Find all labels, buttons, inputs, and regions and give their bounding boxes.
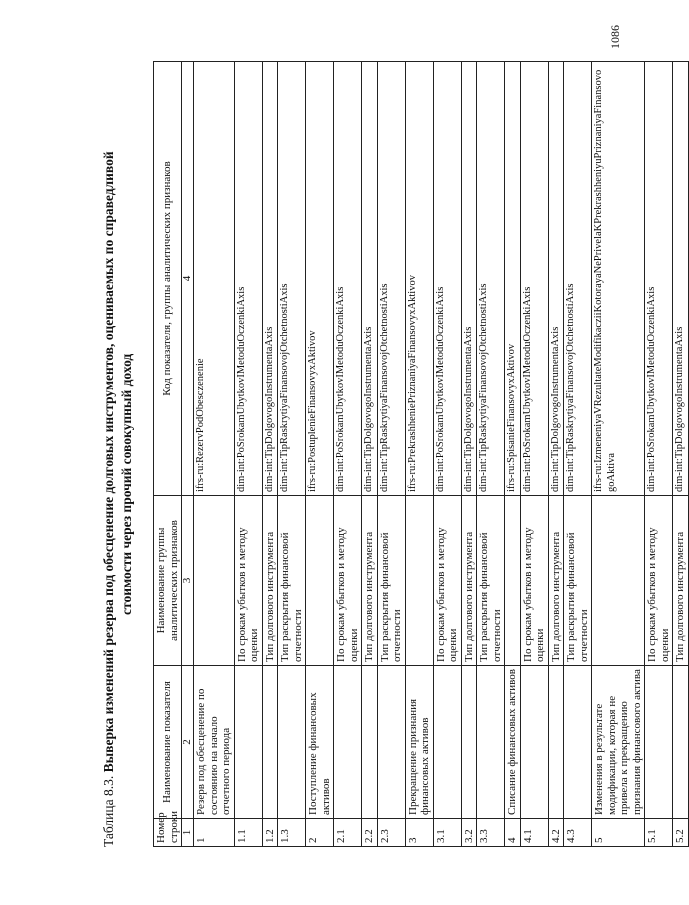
- row-indicator-name: [548, 666, 564, 819]
- table-row: [520, 62, 548, 847]
- row-group-name: Тип раскрытия финансовой отчетности: [477, 496, 505, 666]
- row-number: 4.3: [564, 819, 592, 847]
- table-title-lead: Таблица 8.3.: [101, 775, 116, 847]
- row-group-name: [405, 496, 433, 666]
- row-code: dim-int:TipRaskrytiyaFinansovojOtchetnostiAxis: [477, 62, 505, 496]
- row-indicator-name: [520, 666, 548, 819]
- row-number: 3.1: [433, 819, 461, 847]
- row-code: ifrs-ru:PostupleniеFinansovyxAktivov: [306, 62, 334, 496]
- row-group-name: Тип долгового инструмента: [362, 496, 378, 666]
- row-number: 2.1: [334, 819, 362, 847]
- row-group-name: Тип долгового инструмента: [262, 496, 278, 666]
- row-number: 5.2: [673, 819, 689, 847]
- row-indicator-name: [461, 666, 477, 819]
- page-number: 1086: [608, 25, 622, 49]
- row-indicator-name: Списание финансовых активов: [505, 666, 521, 819]
- table-row: [278, 62, 306, 847]
- row-group-name: Тип раскрытия финансовой отчетности: [564, 496, 592, 666]
- header-code: Код показателя, группы аналитических признаков: [154, 62, 182, 496]
- row-number: 1.3: [278, 819, 306, 847]
- row-indicator-name: [433, 666, 461, 819]
- row-number: 2: [306, 819, 334, 847]
- table-row: [262, 62, 278, 847]
- row-number: 3.2: [461, 819, 477, 847]
- row-indicator-name: [673, 666, 689, 819]
- row-code: ifrs-ru:PrekrashheniePriznaniyaFinansovyxAktivov: [405, 62, 433, 496]
- row-number: 4.2: [548, 819, 564, 847]
- row-indicator-name: [262, 666, 278, 819]
- header-number: 4: [182, 62, 194, 496]
- row-group-name: Тип долгового инструмента: [673, 496, 689, 666]
- row-group-name: Тип долгового инструмента: [548, 496, 564, 666]
- header-number: 1: [182, 819, 194, 847]
- row-code: dim-int:PoSrokamUbytkovIMetoduOczenkiAxis: [234, 62, 262, 496]
- row-code: dim-int:TipRaskrytiyaFinansovojOtchetnostiAxis: [564, 62, 592, 496]
- row-code: dim-int:PoSrokamUbytkovIMetoduOczenkiAxis: [433, 62, 461, 496]
- reconciliation-table: [153, 61, 689, 847]
- header-number: 3: [182, 496, 194, 666]
- header-row: [154, 62, 182, 847]
- table-row: [194, 62, 235, 847]
- table-title-main: Выверка изменений резерва под обесценение долговых инструментов, оцениваемых по справедливой: [101, 151, 116, 773]
- table-row: [377, 62, 405, 847]
- header-line-number: Номер строки: [154, 819, 182, 847]
- row-code: ifrs-ru:SpisanieFinansovyxAktivov: [505, 62, 521, 496]
- table-row: [505, 62, 521, 847]
- row-code: ifrs-ru:IzmeneniyaVRezultateModifikacziiKotorayaNePrivelaKPrekrashheniyuPriznaniyaFinansovogoAktiva: [592, 62, 645, 496]
- row-code: dim-int:TipDolgovogoInstrumentaAxis: [548, 62, 564, 496]
- table-title: [100, 47, 136, 847]
- table-row: [673, 62, 689, 847]
- table-row: [362, 62, 378, 847]
- row-group-name: По срокам убытков и методу оценки: [645, 496, 673, 666]
- table-row: [477, 62, 505, 847]
- row-indicator-name: [334, 666, 362, 819]
- table-row: [592, 62, 645, 847]
- row-indicator-name: [234, 666, 262, 819]
- row-indicator-name: [645, 666, 673, 819]
- header-indicator-name: Наименование показателя: [154, 666, 182, 819]
- header-group-name: Наименование группы аналитических признаков: [154, 496, 182, 666]
- table-row: [405, 62, 433, 847]
- row-group-name: По срокам убытков и методу оценки: [433, 496, 461, 666]
- row-group-name: [306, 496, 334, 666]
- row-number: 3.3: [477, 819, 505, 847]
- row-code: dim-int:TipDolgovogoInstrumentaAxis: [673, 62, 689, 496]
- table-row: [306, 62, 334, 847]
- row-group-name: По срокам убытков и методу оценки: [234, 496, 262, 666]
- row-code: dim-int:PoSrokamUbytkovIMetoduOczenkiAxis: [520, 62, 548, 496]
- row-indicator-name: [564, 666, 592, 819]
- row-indicator-name: Прекращение признания финансовых активов: [405, 666, 433, 819]
- header-number-row: [182, 62, 194, 847]
- row-number: 4: [505, 819, 521, 847]
- row-indicator-name: [362, 666, 378, 819]
- row-indicator-name: [477, 666, 505, 819]
- table-row: [334, 62, 362, 847]
- table-row: [645, 62, 673, 847]
- table-row: [234, 62, 262, 847]
- row-group-name: Тип раскрытия финансовой отчетности: [377, 496, 405, 666]
- table-body: [194, 62, 689, 847]
- row-code: ifrs-ru:RezervPodObesczenenie: [194, 62, 235, 496]
- row-indicator-name: [377, 666, 405, 819]
- row-number: 1.1: [234, 819, 262, 847]
- row-code: dim-int:TipDolgovogoInstrumentaAxis: [262, 62, 278, 496]
- row-indicator-name: Резерв под обесценение по состоянию на начало отчетного периода: [194, 666, 235, 819]
- row-code: dim-int:PoSrokamUbytkovIMetoduOczenkiAxis: [645, 62, 673, 496]
- header-number: 2: [182, 666, 194, 819]
- row-code: dim-int:TipDolgovogoInstrumentaAxis: [461, 62, 477, 496]
- row-number: 5: [592, 819, 645, 847]
- row-code: dim-int:PoSrokamUbytkovIMetoduOczenkiAxis: [334, 62, 362, 496]
- table-row: [564, 62, 592, 847]
- row-group-name: По срокам убытков и методу оценки: [334, 496, 362, 666]
- row-group-name: [505, 496, 521, 666]
- row-indicator-name: [278, 666, 306, 819]
- row-number: 3: [405, 819, 433, 847]
- table-row: [548, 62, 564, 847]
- row-group-name: [194, 496, 235, 666]
- table-row: [433, 62, 461, 847]
- row-indicator-name: Поступление финансовых активов: [306, 666, 334, 819]
- row-indicator-name: Изменения в результате модификации, которая не привела к прекращению признания финансового актива: [592, 666, 645, 819]
- row-number: 4.1: [520, 819, 548, 847]
- row-number: 2.3: [377, 819, 405, 847]
- row-group-name: Тип раскрытия финансовой отчетности: [278, 496, 306, 666]
- row-code: dim-int:TipRaskrytiyaFinansovojOtchetnostiAxis: [278, 62, 306, 496]
- row-group-name: По срокам убытков и методу оценки: [520, 496, 548, 666]
- row-number: 5.1: [645, 819, 673, 847]
- row-number: 2.2: [362, 819, 378, 847]
- row-code: dim-int:TipRaskrytiyaFinansovojOtchetnostiAxis: [377, 62, 405, 496]
- row-number: 1: [194, 819, 235, 847]
- row-group-name: [592, 496, 645, 666]
- row-number: 1.2: [262, 819, 278, 847]
- row-code: dim-int:TipDolgovogoInstrumentaAxis: [362, 62, 378, 496]
- table-row: [461, 62, 477, 847]
- table-title-line2: стоимости через прочий совокупный доход: [119, 353, 134, 615]
- row-group-name: Тип долгового инструмента: [461, 496, 477, 666]
